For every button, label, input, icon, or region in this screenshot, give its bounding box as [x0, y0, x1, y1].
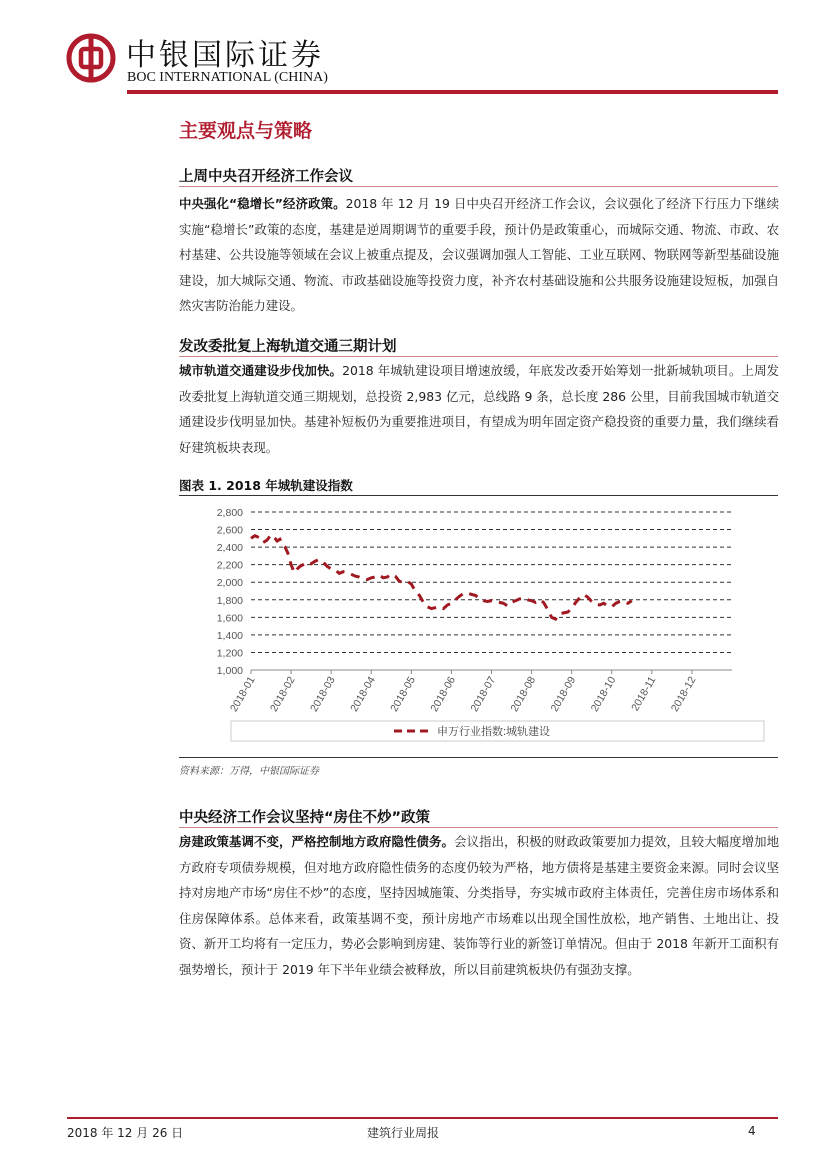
y-tick-label: 1,200: [216, 647, 243, 660]
figure-rule: [179, 495, 778, 496]
x-tick-label: 2018-09: [548, 674, 579, 714]
section-title: 主要观点与策略: [179, 120, 313, 142]
section-paragraph-3: [179, 829, 779, 982]
x-tick-label: 2018-10: [588, 674, 619, 714]
line-chart: [179, 497, 778, 757]
y-tick-label: 2,000: [216, 577, 243, 590]
paragraph-lead: 房建政策基调不变，严格控制地方政府隐性债务。: [179, 834, 455, 849]
section-paragraph-2: [179, 358, 779, 460]
legend-label: 申万行业指数:城轨建设: [437, 726, 551, 738]
x-tick-label: 2018-08: [508, 674, 539, 714]
paragraph-body: 2018 年 12 月 19 日中央召开经济工作会议，会议强化了经济下行压力下继续实施“稳增长”政策的态度，基建是逆周期调节的重要手段，预计仍是政策重心，而城际交通、物流、市政、农村基建、公共设施等领域在会议上被重点提及，会议强调加强人工智能、工业互联网、物联网等新型基础设施建设，加大城际交通、物流、市政基础设施等投资力度，补齐农村基础设施和公共服务设施建设短板，加强自然灾害防治能力建设。: [179, 196, 779, 313]
paragraph-body: 会议指出，积极的财政政策要加力提效，且较大幅度增加地方政府专项债券规模，但对地方政府隐性债务的态度仍较为严格，地方债将是基建主要资金来源。同时会议坚持对房地产市场“房住不炒”的态度，坚持因城施策、分类指导，夯实城市政府主体责任，完善住房市场体系和住房保障体系。总体来看，政策基调不变，预计房地产市场难以出现全国性放松，地产销售、土地出让、投资、新开工均将有一定压力，势必会影响到房建、装饰等行业的新签订单情况。但由于 2018 年新开工面积有强势增长，预计于 2019 年下半年业绩会被释放，所以目前建筑板块仍有强劲支撑。: [179, 834, 780, 977]
heading-rule: [179, 827, 778, 828]
figure-source: 资料来源：万得，中银国际证券: [179, 766, 319, 777]
heading-rule: [179, 356, 778, 357]
y-tick-label: 1,400: [216, 629, 243, 642]
x-axis-ticks: [228, 670, 699, 714]
y-axis-ticks: [217, 507, 243, 677]
figure-title: 图表 1. 2018 年城轨建设指数: [179, 478, 353, 493]
x-tick-label: 2018-05: [388, 674, 418, 714]
figure-bottom-rule: [179, 757, 778, 758]
chart-grid: [251, 512, 732, 670]
footer-page-number: 4: [748, 1124, 756, 1138]
boc-logo: [66, 33, 116, 83]
x-tick-label: 2018-02: [268, 674, 298, 714]
header-rule: [127, 90, 778, 94]
y-tick-label: 1,800: [216, 594, 243, 607]
paragraph-lead: 中央强化“稳增长”经济政策。: [179, 196, 346, 211]
y-tick-label: 1,000: [216, 665, 243, 677]
footer-date: 2018 年 12 月 26 日: [67, 1126, 184, 1140]
y-tick-label: 2,800: [216, 507, 243, 519]
section-heading-1: 上周中央召开经济工作会议: [179, 169, 353, 185]
x-tick-label: 2018-03: [308, 674, 338, 714]
y-tick-label: 2,600: [216, 524, 243, 537]
footer-rule: [67, 1117, 778, 1119]
brand-name-cn: 中银国际证券: [126, 38, 324, 73]
footer-doc-type: 建筑行业周报: [367, 1126, 440, 1140]
section-heading-3: 中央经济工作会议坚持“房住不炒”政策: [179, 810, 431, 826]
section-heading-2: 发改委批复上海轨道交通三期计划: [179, 339, 397, 355]
y-tick-label: 2,200: [216, 559, 243, 572]
brand-name-en: BOC INTERNATIONAL (CHINA): [127, 70, 328, 85]
heading-rule: [179, 186, 778, 187]
x-tick-label: 2018-01: [227, 674, 258, 714]
y-tick-label: 1,600: [216, 612, 243, 625]
paragraph-lead: 城市轨道交通建设步伐加快。: [179, 363, 343, 378]
x-tick-label: 2018-11: [629, 674, 659, 714]
x-tick-label: 2018-12: [668, 674, 699, 714]
y-tick-label: 2,400: [216, 542, 243, 555]
x-tick-label: 2018-07: [468, 674, 499, 714]
paragraph-body: 2018 年城轨建设项目增速放缓，年底发改委开始筹划一批新城轨项目。上周发改委批复上海轨道交通三期规划，总投资 2,983 亿元，总线路 9 条，总长度 286 公里，目前我国城市轨道交通建设步伐明显加快。基建补短板仍为重要推进项目，有望成为明年固定资产稳投资的重要力量，我们继续看好建筑板块表现。: [179, 363, 779, 455]
x-tick-label: 2018-04: [348, 674, 378, 714]
x-tick-label: 2018-06: [428, 674, 459, 714]
section-paragraph-1: [179, 191, 779, 319]
